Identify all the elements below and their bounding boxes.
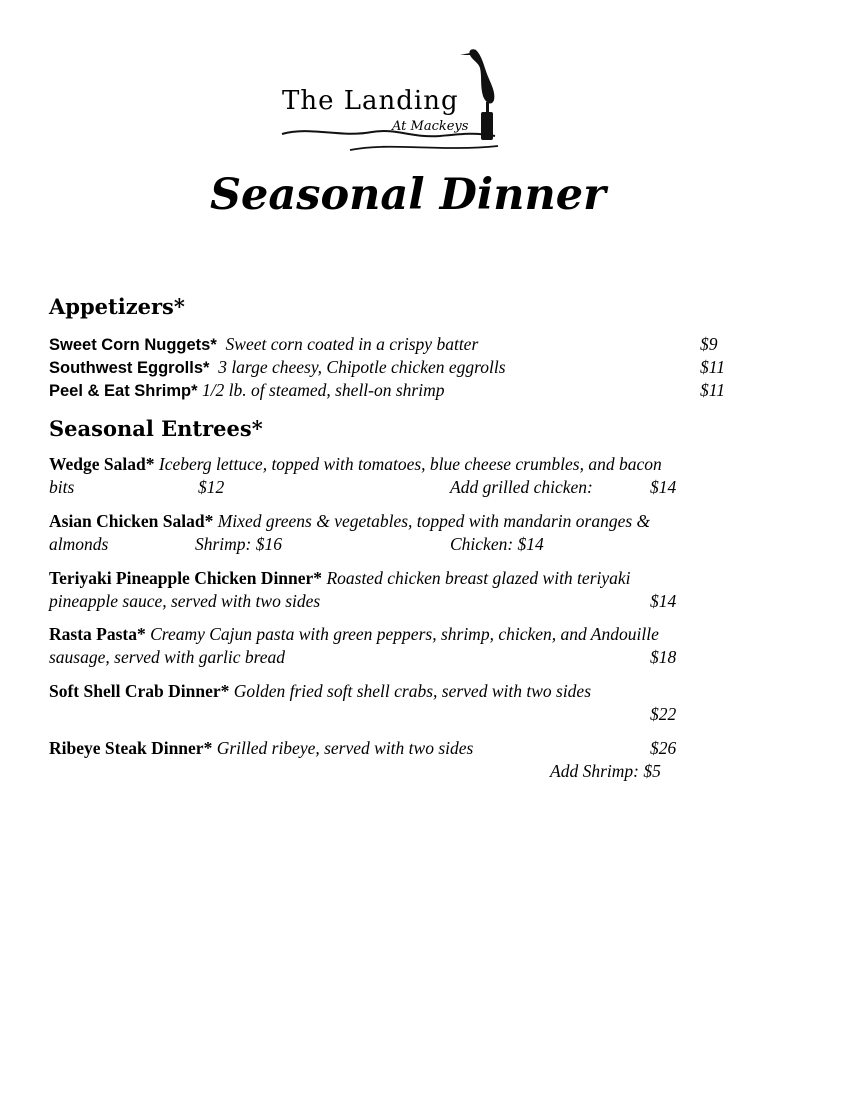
item-description: Grilled ribeye, served with two sides [216, 738, 474, 758]
item-name: Rasta Pasta* [49, 624, 146, 644]
appetizer-item [49, 359, 506, 377]
appetizers-heading: Appetizers* [49, 294, 185, 319]
item-price: $18 [650, 647, 677, 667]
entree-item [49, 570, 631, 588]
item-price: $12 [198, 477, 225, 497]
item-name: Teriyaki Pineapple Chicken Dinner* [49, 568, 323, 588]
item-price: $22 [650, 704, 677, 724]
item-name: Wedge Salad* [49, 454, 155, 474]
item-description: 3 large cheesy, Chipotle chicken eggrolls [218, 357, 506, 377]
item-name: Asian Chicken Salad* [49, 511, 214, 531]
item-description: Iceberg lettuce, topped with tomatoes, blue cheese crumbles, and bacon [158, 454, 662, 474]
item-name: Soft Shell Crab Dinner* [49, 681, 230, 701]
chicken-option-price: Chicken: $14 [450, 534, 544, 554]
item-description: Creamy Cajun pasta with green peppers, shrimp, chicken, and Andouille [150, 624, 659, 644]
item-description: 1/2 lb. of steamed, shell-on shrimp [201, 380, 445, 400]
item-description-cont: pineapple sauce, served with two sides [49, 591, 321, 611]
shrimp-option-price: Shrimp: $16 [195, 534, 283, 554]
restaurant-logo [280, 46, 505, 158]
item-price: $11 [700, 357, 725, 377]
entree-item [49, 626, 659, 644]
item-description: Mixed greens & vegetables, topped with mandarin oranges & [217, 511, 651, 531]
item-description: Roasted chicken breast glazed with teriyaki [326, 568, 631, 588]
item-price: $26 [650, 738, 677, 758]
item-description: Golden fried soft shell crabs, served with two sides [233, 681, 592, 701]
logo-sub-text: At Mackeys [392, 119, 469, 134]
item-description-cont: almonds [49, 534, 109, 554]
appetizer-item [49, 336, 478, 354]
item-name: Southwest Eggrolls* [49, 359, 210, 377]
item-price: $9 [700, 334, 718, 354]
item-description-cont: bits [49, 477, 75, 497]
item-description-cont: sausage, served with garlic bread [49, 647, 286, 667]
logo-main-text: The Landing [282, 86, 459, 116]
entrees-heading: Seasonal Entrees* [49, 416, 263, 441]
addon-price: $14 [650, 477, 677, 497]
entree-item [49, 513, 650, 531]
entree-item [49, 740, 473, 758]
page-title: Seasonal Dinner [210, 170, 606, 220]
item-price: $11 [700, 380, 725, 400]
item-price: $14 [650, 591, 677, 611]
item-name: Sweet Corn Nuggets* [49, 336, 217, 354]
entree-item [49, 683, 591, 701]
appetizer-item [49, 382, 445, 400]
entree-item [49, 456, 662, 474]
item-name: Peel & Eat Shrimp* [49, 382, 198, 400]
item-description: Sweet corn coated in a crispy batter [225, 334, 479, 354]
addon-price: Add Shrimp: $5 [550, 761, 661, 781]
item-name: Ribeye Steak Dinner* [49, 738, 213, 758]
addon-label: Add grilled chicken: [450, 477, 593, 497]
